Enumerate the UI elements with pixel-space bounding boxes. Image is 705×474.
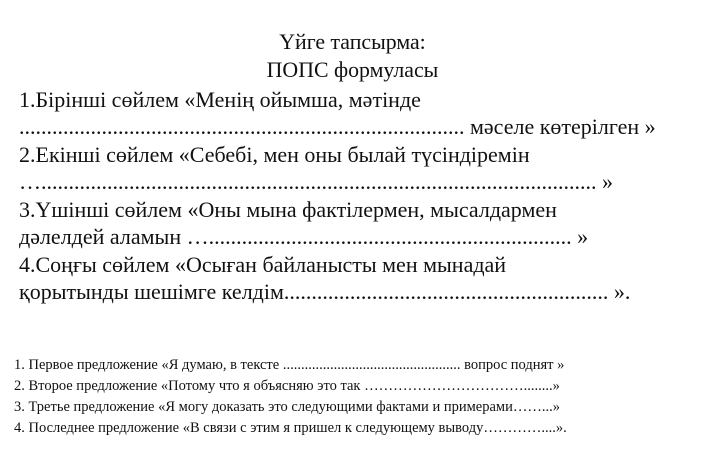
kz-sentence-4-line-1: 4.Соңғы сөйлем «Осыған байланысты мен мынадай (19, 252, 507, 277)
kz-sentence-4-line-2: қорытынды шешімге келдім........................................................... ». (19, 279, 631, 304)
kz-sentence-1-line-1: 1.Бірінші сөйлем «Менің ойымша, мәтінде (19, 87, 421, 112)
ru-sentence-3: 3. Третье предложение «Я могу доказать это следующими фактами и примерами……...» (14, 399, 560, 415)
ru-sentence-4: 4. Последнее предложение «В связи с этим я пришел к следующему выводу…………....». (14, 420, 567, 436)
page-subtitle: ПОПС формуласы (266, 58, 439, 82)
kz-sentence-3-line-1: 3.Үшінші сөйлем «Оны мына фактілермен, мысалдармен (19, 197, 557, 222)
page-title: Үйге тапсырма: (279, 30, 426, 54)
kz-sentence-2-line-2: …..................................................................................................... » (19, 169, 613, 194)
kz-sentence-3-line-2: дәлелдей аламын ….................................................................. » (19, 224, 589, 249)
kz-sentence-1-line-2: ................................................................................. мәселе көтерілген » (19, 114, 656, 139)
ru-sentence-2: 2. Второе предложение «Потому что я объясняю это так ……………………………........» (14, 378, 560, 394)
ru-sentence-1: 1. Первое предложение «Я думаю, в тексте ................................................. вопрос поднят » (14, 357, 565, 373)
kz-sentence-2-line-1: 2.Екінші сөйлем «Себебі, мен оны былай түсіндіремін (19, 142, 530, 167)
